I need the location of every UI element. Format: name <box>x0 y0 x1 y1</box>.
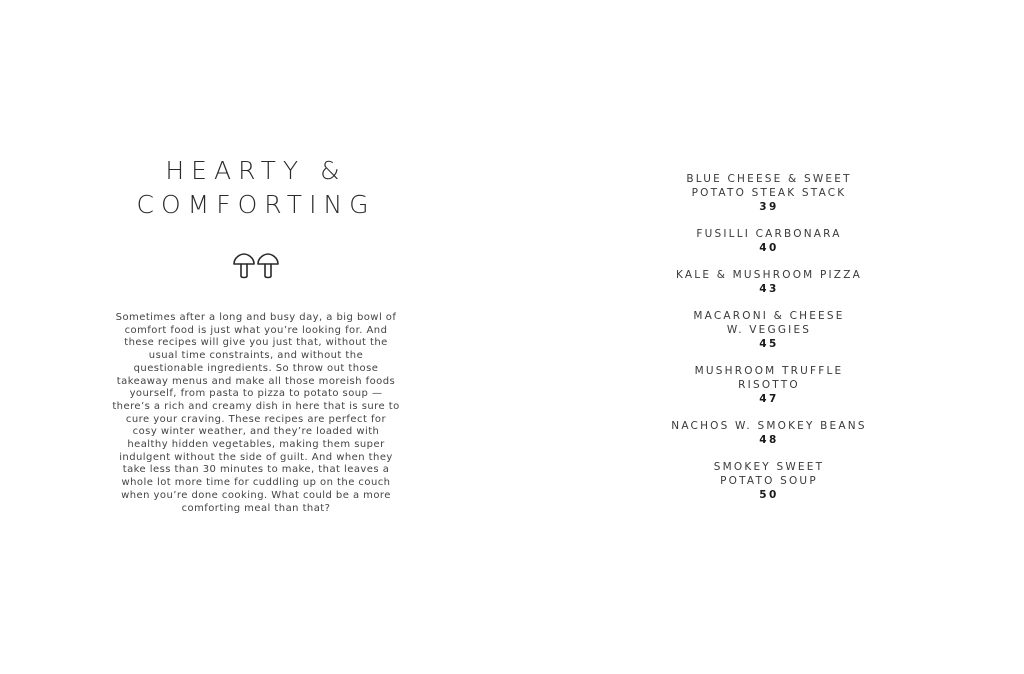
recipe-name: BLUE CHEESE & SWEET POTATO STEAK STACK <box>686 173 852 199</box>
toc-item[interactable] <box>652 309 886 351</box>
page-number: 43 <box>759 283 779 295</box>
page-number: 39 <box>759 201 779 213</box>
page-number: 40 <box>759 242 779 254</box>
mushroom-icon <box>231 252 281 280</box>
page-number: 50 <box>759 489 779 501</box>
page-number: 47 <box>759 393 779 405</box>
recipe-name: FUSILLI CARBONARA <box>696 228 842 240</box>
recipe-contents-list <box>652 172 886 515</box>
page-title <box>100 154 412 222</box>
toc-item[interactable] <box>652 172 886 214</box>
recipe-name: KALE & MUSHROOM PIZZA <box>676 269 862 281</box>
toc-item[interactable] <box>652 227 886 255</box>
toc-item[interactable] <box>652 364 886 406</box>
page-number: 48 <box>759 434 779 446</box>
recipe-name: MACARONI & CHEESE W. VEGGIES <box>693 310 845 336</box>
intro-paragraph: Sometimes after a long and busy day, a big bowl of comfort food is just what you’re looking for. And these recipes will give you just that, without the usual time constraints, and without the questionable ingredients. So throw out those takeaway menus and make all those moreish foods yourself, from pasta to pizza to potato soup — there’s a rich and creamy dish in here that is sure to cure your craving. These recipes are perfect for cosy winter weather, and they’re loaded with healthy hidden vegetables, making them super indulgent without the side of guilt. And when they take less than 30 minutes to make, that leaves a whole lot more time for cuddling up on the couch when you’re done cooking. What could be a more comforting meal than that? <box>112 312 400 514</box>
title-line-1: HEARTY & <box>165 156 347 185</box>
two-mushrooms-icon <box>231 252 281 280</box>
toc-item[interactable] <box>652 419 886 447</box>
recipe-name: MUSHROOM TRUFFLE RISOTTO <box>694 365 844 391</box>
page-number: 45 <box>759 338 779 350</box>
toc-item[interactable] <box>652 268 886 296</box>
recipe-name: SMOKEY SWEET POTATO SOUP <box>713 461 825 487</box>
toc-item[interactable] <box>652 460 886 502</box>
title-line-2: COMFORTING <box>136 190 376 219</box>
recipe-name: NACHOS W. SMOKEY BEANS <box>671 420 867 432</box>
